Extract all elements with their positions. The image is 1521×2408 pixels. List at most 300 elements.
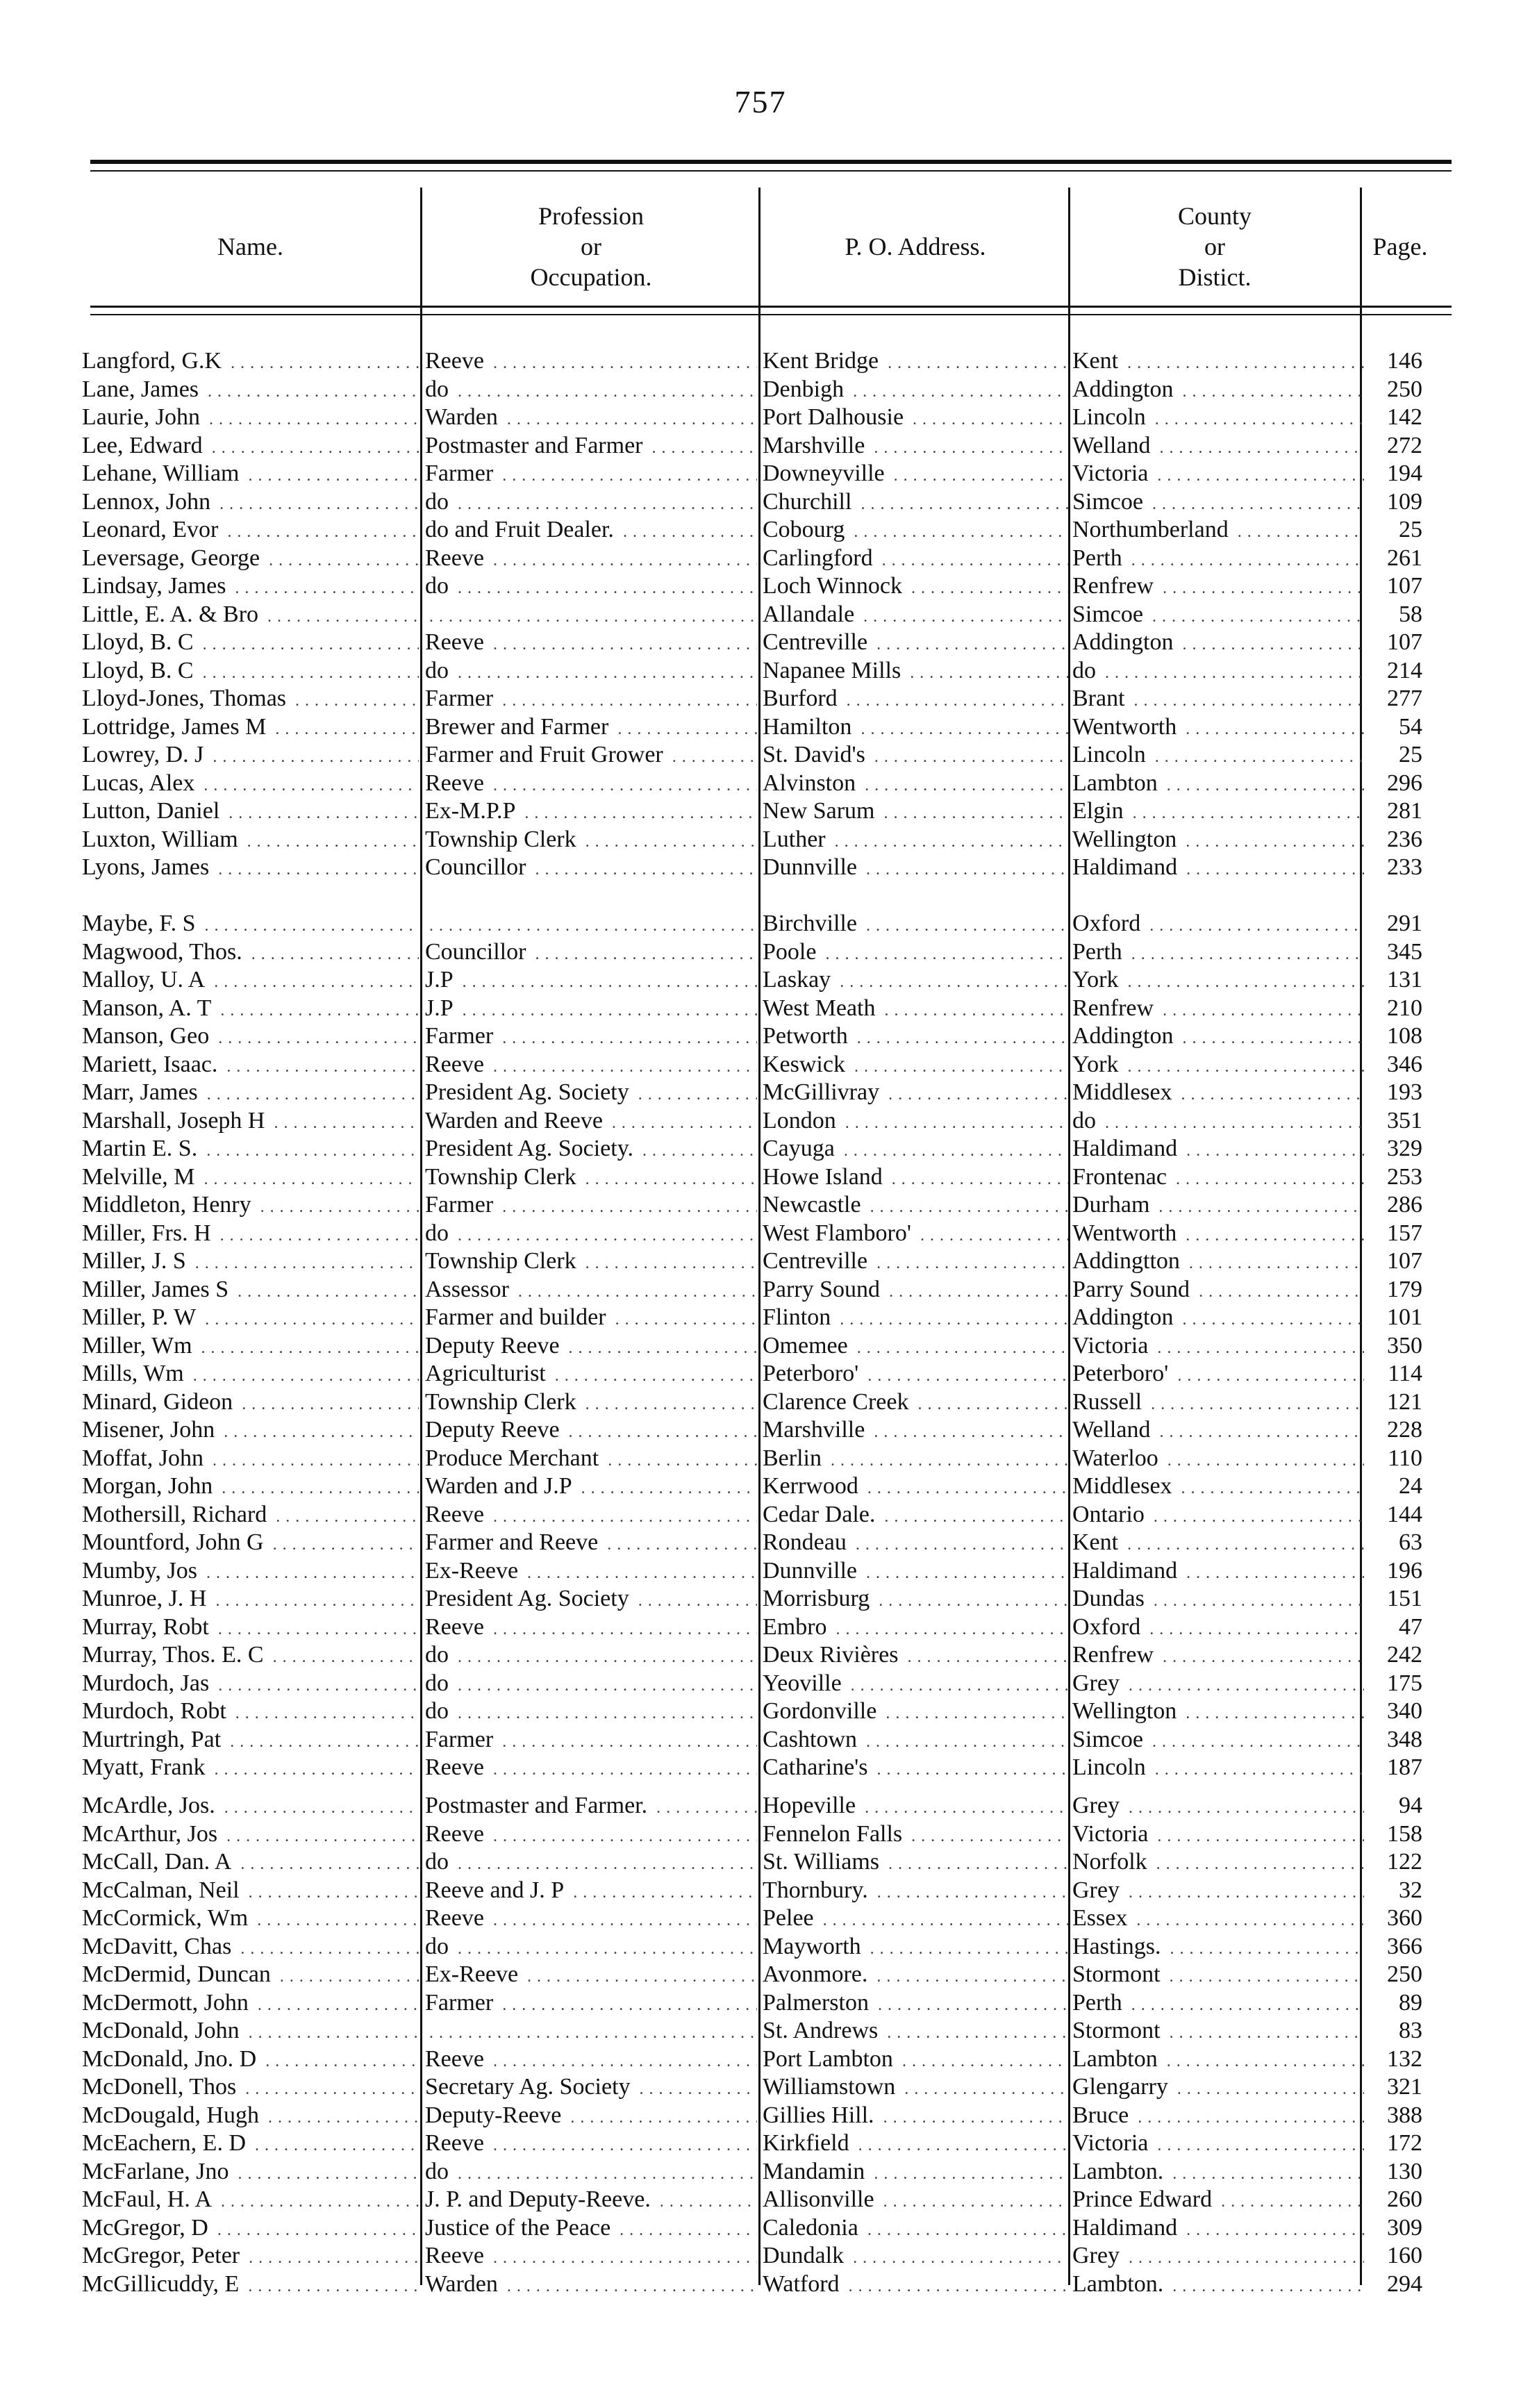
entry-po-address-cell: [763, 404, 1068, 433]
entry-profession: Reeve: [425, 1754, 488, 1780]
entry-po-address-cell: [763, 1051, 1068, 1081]
entry-name: McCall, Dan. A: [82, 1849, 235, 1875]
entry-county: Kent: [1072, 348, 1122, 374]
entry-page-cell: [1367, 1191, 1427, 1219]
entry-page: 194: [1387, 460, 1427, 486]
entry-profession-cell: [425, 1877, 757, 1907]
entry-profession: do: [425, 489, 453, 515]
entry-county-cell: [1072, 1247, 1364, 1277]
entry-profession: Farmer and Reeve: [425, 1529, 602, 1555]
entry-name-cell: [82, 1613, 419, 1643]
entry-po-address-cell: [763, 1989, 1068, 2019]
entry-county-cell: [1072, 1360, 1364, 1390]
entry-profession: do and Fruit Dealer.: [425, 517, 618, 542]
directory-row: [0, 1135, 1521, 1163]
entry-county-cell: [1072, 2270, 1364, 2300]
entry-po-address: Denbigh: [763, 376, 848, 402]
entry-county: do: [1072, 658, 1100, 683]
entry-page: 160: [1387, 2243, 1427, 2268]
directory-row: [0, 1877, 1521, 1905]
directory-row: [0, 657, 1521, 686]
entry-profession-cell: [425, 2073, 757, 2103]
entry-name: Murdoch, Robt: [82, 1698, 231, 1724]
entry-county-cell: [1072, 1276, 1364, 1306]
entry-name-cell: [82, 2073, 419, 2103]
entry-county-cell: [1072, 1332, 1364, 1362]
entry-po-address: Cedar Dale.: [763, 1502, 879, 1527]
entry-profession-cell: [425, 1989, 757, 2019]
entry-name: Miller, Wm: [82, 1333, 197, 1359]
entry-page-cell: [1367, 797, 1427, 825]
entry-county: Addington: [1072, 1023, 1177, 1049]
entry-county: Addington: [1072, 1304, 1177, 1330]
directory-row: [0, 1501, 1521, 1529]
entry-page: 321: [1387, 2074, 1427, 2100]
entry-name: McGregor, D: [82, 2215, 213, 2241]
directory-row: [0, 1416, 1521, 1445]
entry-county: Dundas: [1072, 1586, 1149, 1611]
entry-name-cell: [82, 2017, 419, 2047]
entry-page: 250: [1387, 1961, 1427, 1987]
entry-page-cell: [1367, 1220, 1427, 1247]
entry-profession-cell: [425, 2158, 757, 2188]
directory-row: [0, 1933, 1521, 1961]
directory-row: [0, 1613, 1521, 1642]
entry-name: Lane, James: [82, 376, 203, 402]
entry-page-cell: [1367, 1163, 1427, 1191]
entry-name: Langford, G.K: [82, 348, 226, 374]
entry-county-cell: [1072, 1754, 1364, 1784]
entry-name: Lloyd, B. C: [82, 658, 198, 683]
entry-profession-cell: [425, 1022, 757, 1052]
entry-county: do: [1072, 1108, 1100, 1134]
entry-name: McFarlane, Jno: [82, 2159, 233, 2184]
entry-name: Miller, P. W: [82, 1304, 200, 1330]
entry-page-cell: [1367, 1388, 1427, 1416]
entry-profession: Reeve: [425, 545, 488, 571]
entry-profession: Postmaster and Farmer: [425, 433, 647, 458]
entry-profession: Farmer: [425, 1023, 497, 1049]
entry-name: Middleton, Henry: [82, 1192, 256, 1218]
entry-name-cell: [82, 601, 419, 631]
entry-county-cell: [1072, 1220, 1364, 1249]
entry-po-address: McGillivray: [763, 1079, 883, 1105]
entry-po-address-cell: [763, 1501, 1068, 1531]
entry-profession: Reeve: [425, 770, 488, 796]
entry-name-cell: [82, 1445, 419, 1475]
entry-profession-cell: [425, 601, 757, 631]
entry-county-cell: [1072, 1445, 1364, 1475]
entry-county: Lambton: [1072, 2046, 1162, 2072]
entry-name-cell: [82, 1904, 419, 1934]
entry-profession-cell: [425, 713, 757, 743]
entry-profession-cell: [425, 1529, 757, 1559]
entry-page: 214: [1387, 658, 1427, 683]
entry-county: Brant: [1072, 686, 1129, 711]
entry-po-address-cell: [763, 601, 1068, 631]
entry-profession: Reeve: [425, 1905, 488, 1931]
entry-page-cell: [1367, 376, 1427, 404]
entry-po-address: Carlingford: [763, 545, 877, 571]
entry-page-cell: [1367, 1247, 1427, 1275]
entry-name-cell: [82, 1989, 419, 2019]
entry-page-cell: [1367, 657, 1427, 685]
entry-profession-cell: [425, 376, 757, 406]
entry-name: Mills, Wm: [82, 1361, 188, 1386]
entry-name-cell: [82, 1247, 419, 1277]
entry-profession: Farmer: [425, 1990, 497, 2016]
entry-county-cell: [1072, 629, 1364, 658]
entry-name: McArdle, Jos.: [82, 1793, 219, 1818]
entry-profession-cell: [425, 2186, 757, 2216]
entry-po-address-cell: [763, 685, 1068, 715]
entry-page-cell: [1367, 1670, 1427, 1697]
entry-name-cell: [82, 1416, 419, 1446]
entry-county: Grey: [1072, 1670, 1124, 1696]
entry-po-address: Petworth: [763, 1023, 852, 1049]
entry-profession-cell: [425, 432, 757, 462]
entry-county: Oxford: [1072, 911, 1145, 936]
directory-row: [0, 685, 1521, 713]
entry-page: 350: [1387, 1333, 1427, 1359]
entry-page: 157: [1387, 1220, 1427, 1246]
entry-county: Renfrew: [1072, 995, 1158, 1021]
entry-po-address-cell: [763, 545, 1068, 574]
entry-profession: Councillor: [425, 939, 530, 965]
entry-po-address-cell: [763, 1022, 1068, 1052]
entry-po-address: Cashtown: [763, 1727, 861, 1752]
entry-page-cell: [1367, 2158, 1427, 2186]
directory-row: [0, 826, 1521, 854]
entry-page: 210: [1387, 995, 1427, 1021]
entry-page-cell: [1367, 1445, 1427, 1472]
entry-page: 281: [1387, 798, 1427, 824]
entry-name-cell: [82, 2158, 419, 2188]
entry-name: Lowrey, D. J: [82, 742, 208, 767]
entry-county: Lincoln: [1072, 1754, 1150, 1780]
entry-name: McGillicuddy, E: [82, 2271, 243, 2297]
directory-row: [0, 2045, 1521, 2074]
entry-po-address: West Meath: [763, 995, 880, 1021]
entry-profession: Deputy Reeve: [425, 1417, 564, 1443]
entry-profession: J. P. and Deputy-Reeve.: [425, 2186, 655, 2212]
entry-page-cell: [1367, 1820, 1427, 1848]
entry-page-cell: [1367, 1051, 1427, 1079]
entry-profession-cell: [425, 826, 757, 856]
entry-page: 130: [1387, 2159, 1427, 2184]
entry-page: 242: [1387, 1642, 1427, 1668]
entry-county: Durham: [1072, 1192, 1154, 1218]
entry-county: Lambton.: [1072, 2271, 1167, 2297]
entry-county: Russell: [1072, 1389, 1146, 1415]
entry-county: Perth: [1072, 1990, 1127, 2016]
entry-po-address: Kerrwood: [763, 1473, 863, 1499]
entry-profession: do: [425, 1698, 453, 1724]
entry-page-cell: [1367, 1416, 1427, 1444]
entry-po-address: Allisonville: [763, 2186, 879, 2212]
entry-name: Little, E. A. & Bro: [82, 601, 263, 627]
entry-name: McGregor, Peter: [82, 2243, 244, 2268]
entry-page-cell: [1367, 741, 1427, 769]
entry-po-address: Berlin: [763, 1445, 826, 1471]
entry-name-cell: [82, 460, 419, 490]
entry-page-cell: [1367, 460, 1427, 488]
directory-row: [0, 1079, 1521, 1107]
entry-county-cell: [1072, 1135, 1364, 1165]
entry-name-cell: [82, 1220, 419, 1249]
entry-county: Parry Sound: [1072, 1277, 1194, 1302]
entry-county-cell: [1072, 741, 1364, 771]
entry-profession-cell: [425, 1933, 757, 1963]
entry-name: Mariett, Isaac.: [82, 1052, 222, 1077]
section-mc: [0, 1792, 1521, 2298]
directory-row: [0, 404, 1521, 432]
entry-county-cell: [1072, 1989, 1364, 2019]
entry-page: 329: [1387, 1136, 1427, 1161]
entry-county-cell: [1072, 685, 1364, 715]
entry-po-address: Rondeau: [763, 1529, 851, 1555]
entry-county: Haldimand: [1072, 854, 1181, 880]
entry-name-cell: [82, 995, 419, 1024]
entry-po-address-cell: [763, 516, 1068, 546]
entry-name-cell: [82, 2270, 419, 2300]
directory-row: [0, 545, 1521, 573]
entry-profession-cell: [425, 1163, 757, 1193]
entry-name: Minard, Gideon: [82, 1389, 237, 1415]
entry-name-cell: [82, 1697, 419, 1727]
entry-page: 144: [1387, 1502, 1427, 1527]
entry-name-cell: [82, 1163, 419, 1193]
entry-page: 131: [1387, 967, 1427, 993]
directory-row: [0, 1022, 1521, 1051]
entry-county: Grey: [1072, 1793, 1124, 1818]
entry-name: Manson, A. T: [82, 995, 215, 1021]
entry-page-cell: [1367, 2214, 1427, 2242]
entry-page: 132: [1387, 2046, 1427, 2072]
entry-county: Haldimand: [1072, 1136, 1181, 1161]
entry-page: 24: [1399, 1473, 1427, 1499]
entry-name-cell: [82, 1792, 419, 1822]
entry-profession-cell: [425, 1416, 757, 1446]
entry-name-cell: [82, 1585, 419, 1615]
entry-profession: Deputy-Reeve: [425, 2102, 565, 2128]
entry-page: 340: [1387, 1698, 1427, 1724]
directory-row: [0, 2102, 1521, 2130]
entry-county-cell: [1072, 1877, 1364, 1907]
entry-page-cell: [1367, 2045, 1427, 2073]
entry-name-cell: [82, 1360, 419, 1390]
directory-row: [0, 1220, 1521, 1248]
entry-po-address: Dunnville: [763, 1558, 861, 1584]
entry-county-cell: [1072, 1613, 1364, 1643]
entry-page-cell: [1367, 516, 1427, 544]
entry-page: 122: [1387, 1849, 1427, 1875]
entry-po-address: West Flamboro': [763, 1220, 915, 1246]
entry-profession-cell: [425, 2270, 757, 2300]
entry-po-address-cell: [763, 2242, 1068, 2272]
entry-name-cell: [82, 2186, 419, 2216]
entry-name: Miller, Frs. H: [82, 1220, 215, 1246]
entry-name-cell: [82, 1726, 419, 1756]
directory-row: [0, 2129, 1521, 2158]
header-county-line: Distict.: [1178, 263, 1252, 291]
entry-profession: Reeve: [425, 1502, 488, 1527]
entry-po-address-cell: [763, 1877, 1068, 1907]
entry-po-address-cell: [763, 657, 1068, 687]
entry-profession-cell: [425, 1792, 757, 1822]
entry-county: Victoria: [1072, 1333, 1152, 1359]
entry-page-cell: [1367, 1848, 1427, 1876]
entry-po-address-cell: [763, 1360, 1068, 1390]
directory-row: [0, 1445, 1521, 1473]
entry-profession-cell: [425, 2017, 757, 2047]
entry-county-cell: [1072, 1191, 1364, 1221]
entry-page: 94: [1399, 1793, 1427, 1818]
entry-profession-cell: [425, 572, 757, 602]
entry-county: Victoria: [1072, 460, 1152, 486]
entry-profession: J.P: [425, 995, 458, 1021]
entry-page: 25: [1399, 742, 1427, 767]
entry-page-cell: [1367, 1585, 1427, 1613]
entry-page-cell: [1367, 1933, 1427, 1961]
entry-po-address-cell: [763, 1445, 1068, 1475]
entry-name: Lloyd, B. C: [82, 629, 198, 655]
entry-county: Wentworth: [1072, 714, 1181, 740]
entry-po-address-cell: [763, 460, 1068, 490]
entry-po-address-cell: [763, 2102, 1068, 2132]
entry-name: McDavitt, Chas: [82, 1934, 235, 1959]
entry-profession: Warden: [425, 2271, 502, 2297]
directory-row: [0, 1726, 1521, 1754]
directory-row: [0, 854, 1521, 882]
entry-page: 107: [1387, 1248, 1427, 1274]
entry-po-address: Thornbury.: [763, 1877, 872, 1903]
directory-row: [0, 1163, 1521, 1192]
entry-name-cell: [82, 629, 419, 658]
entry-county-cell: [1072, 347, 1364, 377]
entry-po-address: Yeoville: [763, 1670, 846, 1696]
entry-profession-cell: [425, 1304, 757, 1334]
entry-page: 236: [1387, 827, 1427, 852]
entry-county: Simcoe: [1072, 1727, 1147, 1752]
entry-po-address-cell: [763, 1191, 1068, 1221]
entry-profession-cell: [425, 657, 757, 687]
entry-county: Wentworth: [1072, 1220, 1181, 1246]
entry-name-cell: [82, 1641, 419, 1671]
entry-page: 172: [1387, 2130, 1427, 2156]
entry-po-address: Gillies Hill.: [763, 2102, 879, 2128]
entry-page: 272: [1387, 433, 1427, 458]
entry-county-cell: [1072, 2158, 1364, 2188]
entry-name: Lutton, Daniel: [82, 798, 224, 824]
entry-page-cell: [1367, 2102, 1427, 2129]
entry-page: 142: [1387, 404, 1427, 430]
directory-row: [0, 966, 1521, 995]
entry-po-address: Fennelon Falls: [763, 1821, 906, 1847]
entry-po-address-cell: [763, 1613, 1068, 1643]
entry-page-cell: [1367, 2129, 1427, 2157]
entry-profession: Reeve: [425, 348, 488, 374]
entry-po-address: Palmerston: [763, 1990, 873, 2016]
entry-profession-cell: [425, 1388, 757, 1418]
entry-page: 346: [1387, 1052, 1427, 1077]
entry-page: 151: [1387, 1586, 1427, 1611]
entry-county: Prince Edward: [1072, 2186, 1216, 2212]
directory-row: [0, 770, 1521, 798]
entry-county: Victoria: [1072, 1821, 1152, 1847]
directory-row: [0, 1989, 1521, 2018]
entry-county-cell: [1072, 1585, 1364, 1615]
entry-page: 32: [1399, 1877, 1427, 1903]
entry-po-address: Watford: [763, 2271, 844, 2297]
entry-po-address: Morrisburg: [763, 1586, 874, 1611]
entry-profession-cell: [425, 966, 757, 996]
directory-row: [0, 2214, 1521, 2243]
entry-page: 58: [1399, 601, 1427, 627]
header-profession: [425, 194, 757, 299]
entry-county: Elgin: [1072, 798, 1128, 824]
entry-profession: J.P: [425, 967, 458, 993]
header-bottom-rule: [90, 306, 1452, 308]
entry-page: 54: [1399, 714, 1427, 740]
entry-name: Marshall, Joseph H: [82, 1108, 269, 1134]
entry-county-cell: [1072, 1079, 1364, 1108]
entry-page: 63: [1399, 1529, 1427, 1555]
entry-po-address-cell: [763, 1304, 1068, 1334]
entry-profession-cell: [425, 1276, 757, 1306]
entry-page: 309: [1387, 2215, 1427, 2241]
entry-page: 179: [1387, 1277, 1427, 1302]
entry-name-cell: [82, 572, 419, 602]
directory-row: [0, 1051, 1521, 1079]
section-l: [0, 347, 1521, 882]
entry-county-cell: [1072, 1388, 1364, 1418]
entry-po-address: New Sarum: [763, 798, 879, 824]
entry-name-cell: [82, 826, 419, 856]
directory-row: [0, 1107, 1521, 1136]
entry-profession: do: [425, 376, 453, 402]
entry-county: Simcoe: [1072, 489, 1147, 515]
entry-county: Grey: [1072, 2243, 1124, 2268]
entry-po-address: St. Williams: [763, 1849, 883, 1875]
entry-name-cell: [82, 1848, 419, 1878]
entry-name: Lucas, Alex: [82, 770, 199, 796]
entry-po-address: Gordonville: [763, 1698, 881, 1724]
entry-po-address-cell: [763, 1247, 1068, 1277]
entry-page: 110: [1388, 1445, 1427, 1471]
directory-row: [0, 432, 1521, 460]
entry-name-cell: [82, 685, 419, 715]
entry-name-cell: [82, 1079, 419, 1108]
directory-row: [0, 2270, 1521, 2299]
entry-name: Leversage, George: [82, 545, 264, 571]
entry-name-cell: [82, 1933, 419, 1963]
entry-page-cell: [1367, 1613, 1427, 1641]
header-county-line: or: [1204, 233, 1225, 260]
entry-county: Stormont: [1072, 1961, 1165, 1987]
entry-po-address: Keswick: [763, 1052, 849, 1077]
entry-profession-cell: [425, 1613, 757, 1643]
entry-name: McDermid, Duncan: [82, 1961, 275, 1987]
entry-profession-cell: [425, 854, 757, 883]
header-page-text: Page.: [1372, 233, 1428, 260]
entry-po-address-cell: [763, 854, 1068, 883]
entry-profession: Township Clerk: [425, 827, 581, 852]
entry-page-cell: [1367, 629, 1427, 656]
entry-county: Stormont: [1072, 2018, 1165, 2043]
directory-row: [0, 1904, 1521, 1933]
entry-po-address: Alvinston: [763, 770, 860, 796]
